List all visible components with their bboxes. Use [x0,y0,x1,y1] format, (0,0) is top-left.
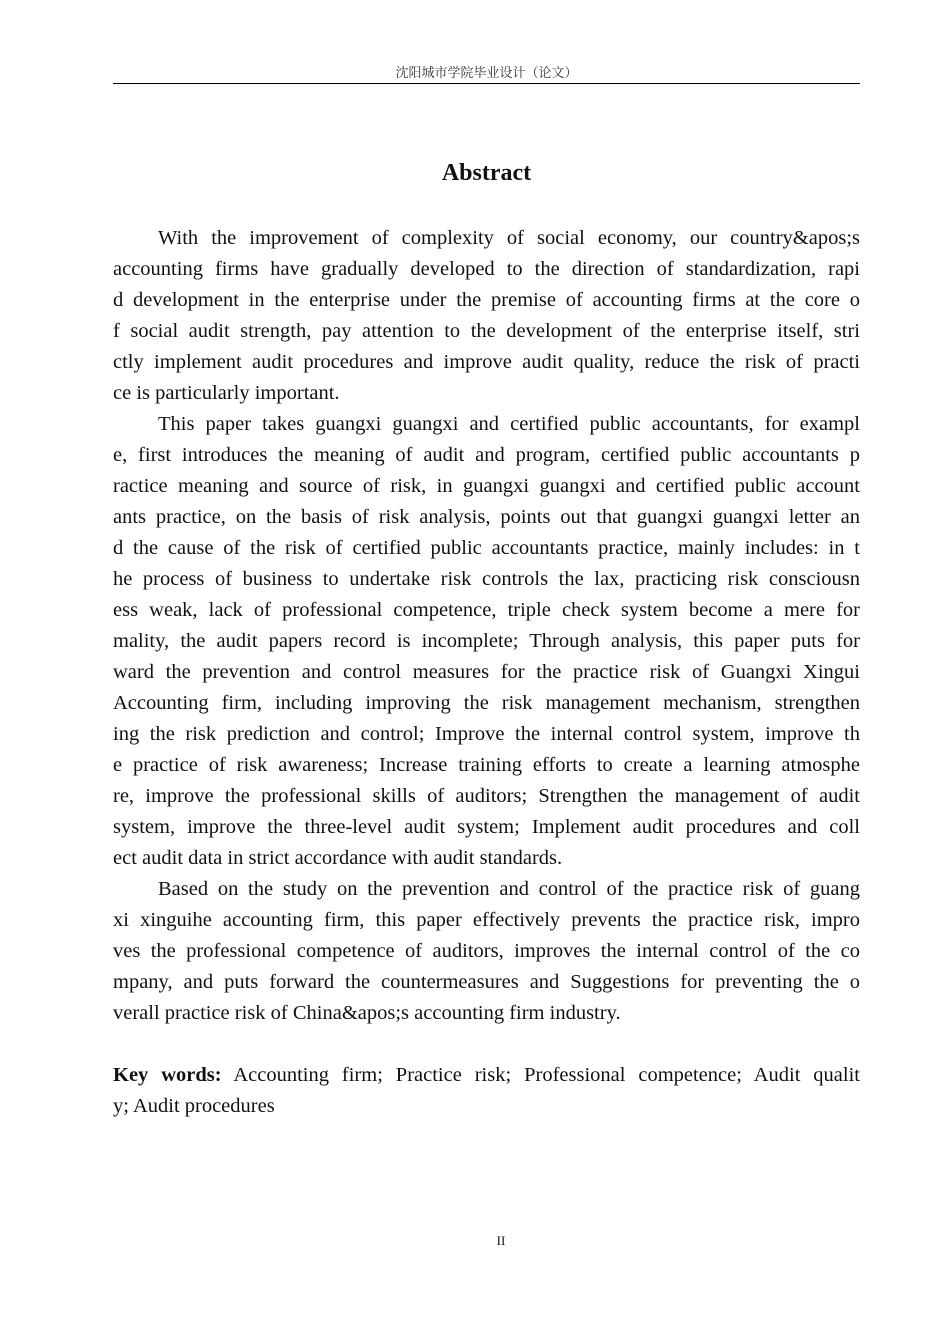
text-line: ractice meaning and source of risk, in guangxi guangxi and certified public account [113,475,860,497]
text-line: ves the professional competence of auditors, improves the internal control of the co [113,940,860,962]
page-number: II [496,1233,506,1248]
keywords-line [113,1060,860,1091]
keywords-label: Key words: [113,1064,222,1086]
running-header: 沈阳城市学院毕业设计（论文） [395,66,578,81]
text-line: ward the prevention and control measures for the practice risk of Guangxi Xingui [113,661,860,683]
text-line: d the cause of the risk of certified public accountants practice, mainly includes: in t [113,537,860,559]
text-line: system, improve the three-level audit system; Implement audit procedures and coll [113,816,860,838]
text-line: verall practice risk of China&apos;s accounting firm industry. [113,1002,621,1024]
text-line: ants practice, on the basis of risk analysis, points out that guangxi guangxi letter an [113,506,860,528]
text-line: he process of business to undertake risk controls the lax, practicing risk consciousn [113,568,860,590]
paragraph-2 [113,409,860,874]
abstract-body [113,223,860,1122]
text-line: ess weak, lack of professional competence, triple check system become a mere for [113,599,860,621]
text-line: xi xinguihe accounting firm, this paper effectively prevents the practice risk, impro [113,909,860,931]
text-line: ce is particularly important. [113,382,340,404]
text-line: ctly implement audit procedures and improve audit quality, reduce the risk of practi [113,351,860,373]
text-line: f social audit strength, pay attention to the development of the enterprise itself, stri [113,320,860,342]
blank-line [113,1029,860,1060]
text-line: This paper takes guangxi guangxi and certified public accountants, for exampl [158,413,860,435]
text-line: mpany, and puts forward the countermeasures and Suggestions for preventing the o [113,971,860,993]
text-line: re, improve the professional skills of auditors; Strengthen the management of audit [113,785,860,807]
text-line: d development in the enterprise under the premise of accounting firms at the core o [113,289,860,311]
text-line: e practice of risk awareness; Increase training efforts to create a learning atmosphe [113,754,860,776]
abstract-title: Abstract [441,160,532,186]
paragraph-3 [113,874,860,1029]
text-line: ing the risk prediction and control; Improve the internal control system, improve th [113,723,860,745]
text-line: ect audit data in strict accordance with audit standards. [113,847,563,869]
keywords-text-continued: y; Audit procedures [113,1095,275,1117]
text-line: accounting firms have gradually developed to the direction of standardization, rapi [113,258,860,280]
keywords-text: Accounting firm; Practice risk; Professional competence; Audit qualit [221,1064,860,1086]
paragraph-1 [113,223,860,409]
text-line: With the improvement of complexity of social economy, our country&apos;s [158,227,860,249]
text-line: Based on the study on the prevention and control of the practice risk of guang [158,878,860,900]
text-line: mality, the audit papers record is incomplete; Through analysis, this paper puts for [113,630,860,652]
header-rule [113,83,860,84]
text-line: Accounting firm, including improving the risk management mechanism, strengthen [113,692,860,714]
keywords [113,1060,860,1122]
text-line: e, first introduces the meaning of audit and program, certified public accountants p [113,444,860,466]
